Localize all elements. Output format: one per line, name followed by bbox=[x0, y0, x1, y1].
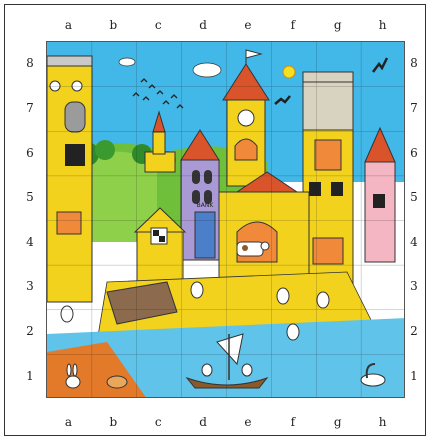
chess-board-illustration[interactable] bbox=[46, 41, 405, 398]
rank-label-left-5: 5 bbox=[26, 190, 34, 205]
rank-label-left-3: 3 bbox=[26, 279, 34, 294]
rank-label-right-3: 3 bbox=[410, 279, 418, 294]
rank-label-left-7: 7 bbox=[26, 100, 34, 115]
file-label-top-a: a bbox=[64, 18, 73, 32]
rank-label-right-4: 4 bbox=[410, 234, 418, 249]
rank-label-left-2: 2 bbox=[26, 324, 34, 339]
rank-label-right-1: 1 bbox=[410, 368, 418, 383]
file-label-top-d: d bbox=[199, 18, 207, 32]
file-label-bottom-a: a bbox=[64, 415, 73, 429]
file-label-bottom-e: e bbox=[244, 415, 252, 429]
file-label-bottom-c: c bbox=[154, 415, 162, 429]
file-label-bottom-d: d bbox=[199, 415, 207, 429]
bread-basket bbox=[107, 376, 127, 388]
file-label-top-h: h bbox=[378, 18, 387, 32]
rank-label-right-7: 7 bbox=[410, 100, 418, 115]
file-label-top-e: e bbox=[244, 18, 252, 32]
rank-label-right-5: 5 bbox=[410, 190, 418, 205]
file-label-top-c: c bbox=[154, 18, 162, 32]
rank-label-right-2: 2 bbox=[410, 324, 418, 339]
file-label-top-f: f bbox=[290, 18, 296, 32]
rank-label-left-6: 6 bbox=[26, 145, 34, 160]
file-label-bottom-f: f bbox=[290, 415, 296, 429]
rank-label-right-6: 6 bbox=[410, 145, 418, 160]
rank-label-right-8: 8 bbox=[410, 56, 418, 71]
file-label-top-g: g bbox=[333, 18, 342, 32]
rank-label-left-4: 4 bbox=[26, 234, 34, 249]
file-label-bottom-h: h bbox=[378, 415, 387, 429]
rank-label-left-1: 1 bbox=[26, 368, 34, 383]
village-scene bbox=[47, 42, 405, 398]
rank-label-left-8: 8 bbox=[26, 56, 34, 71]
file-label-bottom-b: b bbox=[109, 415, 118, 429]
file-label-top-b: b bbox=[109, 18, 118, 32]
file-label-bottom-g: g bbox=[333, 415, 342, 429]
bank-sign: BANK bbox=[196, 202, 214, 209]
sun bbox=[283, 66, 295, 78]
